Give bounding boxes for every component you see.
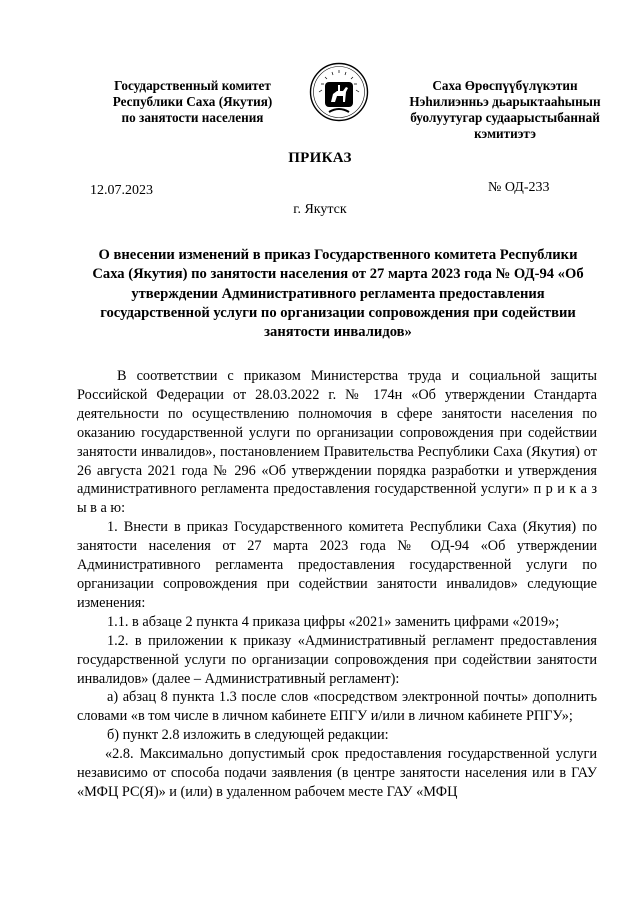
letterhead-left-line: Государственный комитет <box>114 78 271 93</box>
letterhead-right-line: кэмитиэтэ <box>474 126 536 141</box>
letterhead-right-line: буолуутугар судаарыстыбаннай <box>410 110 600 125</box>
document-title: ПРИКАЗ <box>288 150 352 166</box>
document-body <box>77 367 597 802</box>
document-number: № ОД-233 <box>488 180 550 195</box>
sakha-coat-of-arms-icon <box>309 62 369 122</box>
body-paragraph: 1.2. в приложении к приказу «Административный регламент предоставления государственной услуги по организации сопровождения при содействии занятости инвалидов» (далее – Административный регламент): <box>77 632 597 687</box>
body-paragraph: «2.8. Максимально допустимый срок предоставления государственной услуги независимо от способа подачи заявления (в центре занятости населения или в ГАУ «МФЦ РС(Я)» и (или) в удаленном рабочем месте ГАУ «МФЦ <box>77 746 597 800</box>
letterhead-right <box>405 78 605 142</box>
document-city: г. Якутск <box>293 202 347 217</box>
body-paragraph: 1. Внести в приказ Государственного комитета Республики Саха (Якутия) по занятости населения от 27 марта 2023 года № ОД-94 «Об утверждении Административного регламента предоставления государственной услуги по организации сопровождения при содействии занятости инвалидов» следующие изменения: <box>77 519 597 611</box>
body-paragraph: В соответствии с приказом Министерства труда и социальной защиты Российской Федерации от 28.03.2022 г. № 174н «Об утверждении Стандарта деятельности по осуществлению полномочия в сфере занятости населения по оказанию государственной услуги по организации сопровождения при содействии занятости инвалидов», постановлением Правительства Республики Саха (Якутия) от 26 августа 2021 года № 296 «Об утверждении порядка разработки и утверждения административного регламента предоставления государственной услуги» п р и к а з ы в а ю: <box>77 368 597 517</box>
letterhead-left <box>85 78 300 126</box>
letterhead-right-line: Нэһилиэнньэ дьарыктааһынын <box>409 94 601 109</box>
body-paragraph: а) абзац 8 пункта 1.3 после слов «посредством электронной почты» дополнить словами «в том числе в личном кабинете ЕПГУ и/или в личном кабинете РПГУ»; <box>77 689 597 725</box>
document-date: 12.07.2023 <box>90 183 153 198</box>
document-subject: О внесении изменений в приказ Государственного комитета Республики Саха (Якутия) по занятости населения от 27 марта 2023 года № ОД-94 «Об утверждении Административного регламента предоставления государственной услуги по организации сопровождения при содействии занятости инвалидов» <box>92 247 584 341</box>
body-paragraph: б) пункт 2.8 изложить в следующей редакции: <box>107 727 389 744</box>
letterhead-left-line: по занятости населения <box>121 110 264 125</box>
letterhead-left-line: Республики Саха (Якутия) <box>112 94 273 109</box>
body-paragraph: 1.1. в абзаце 2 пункта 4 приказа цифры «2021» заменить цифрами «2019»; <box>107 613 560 630</box>
letterhead-right-line: Саха Өрөспүүбүлүкэтин <box>432 78 578 93</box>
